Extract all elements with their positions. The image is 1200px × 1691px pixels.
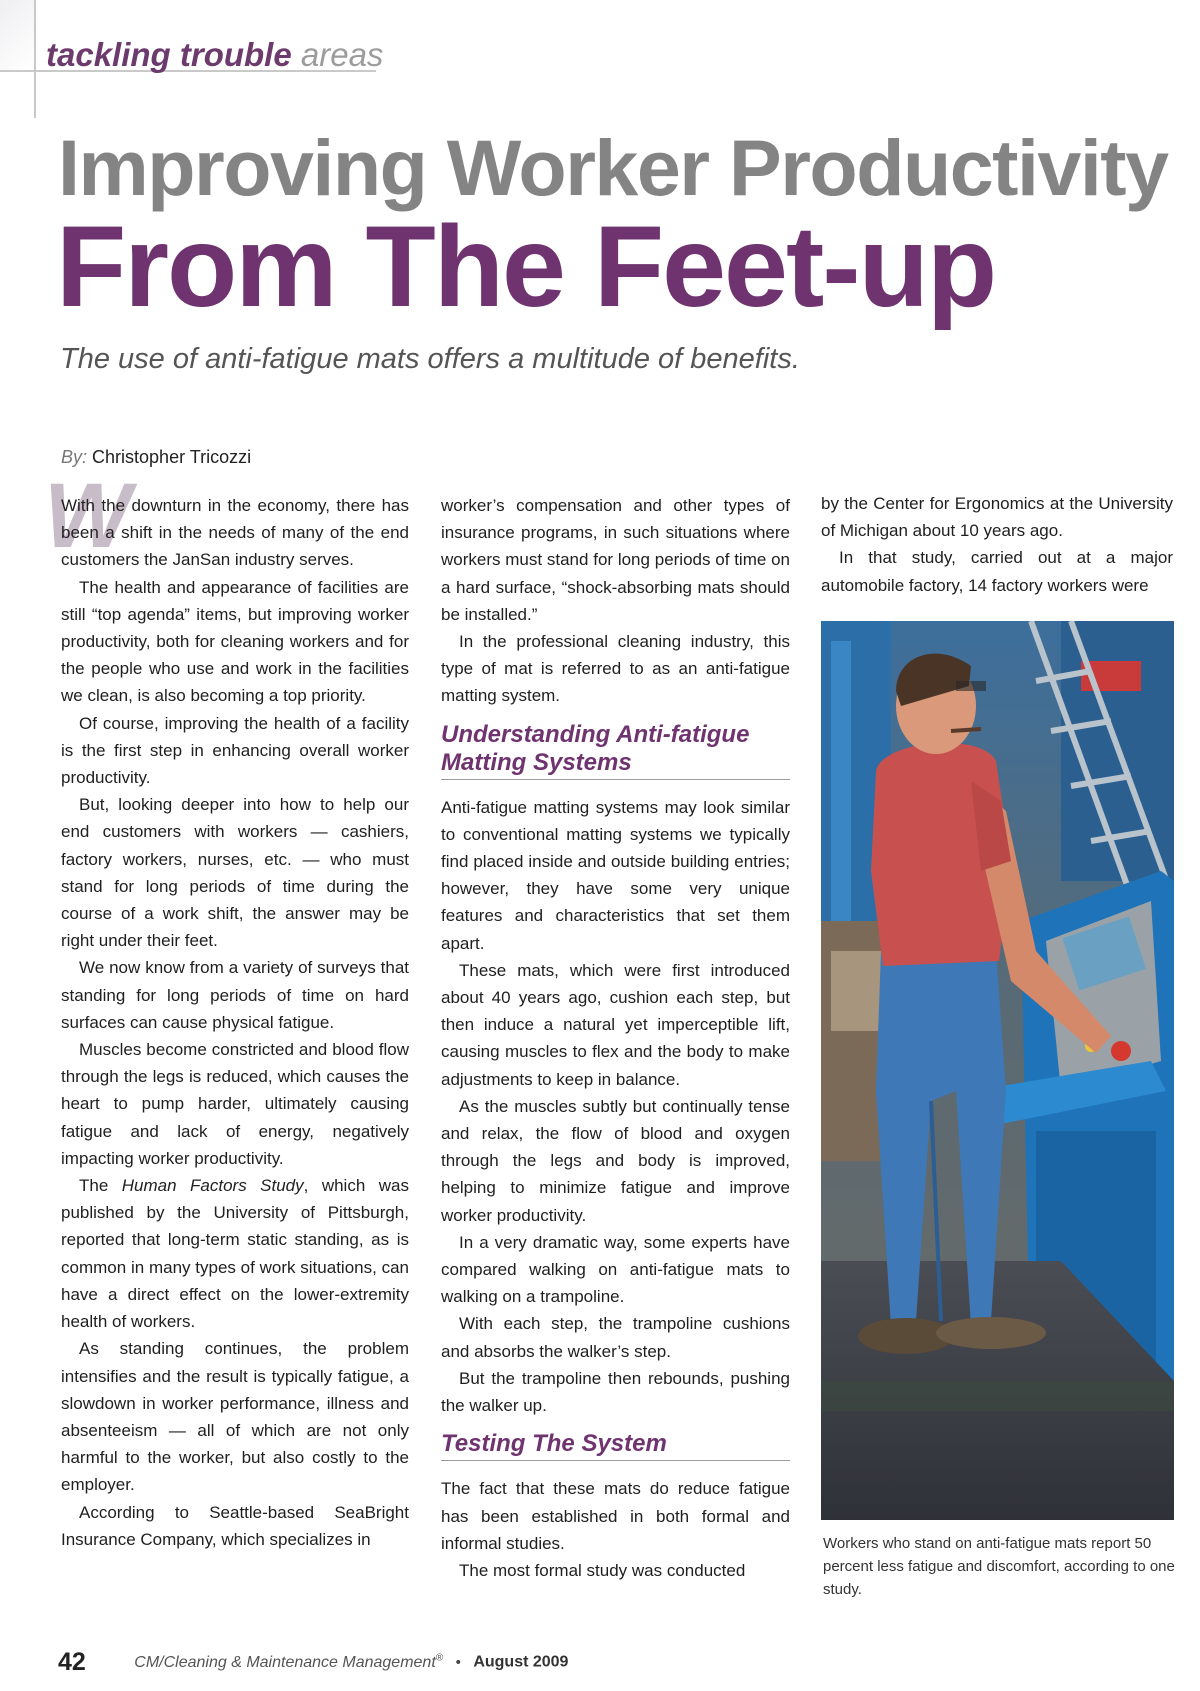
paragraph: Muscles become constricted and blood flow through the legs is reduced, which causes the heart to pump harder, ultimately causing fatigue and lack of energy, negatively impacting worker productivity. — [61, 1040, 409, 1168]
headline-line-1: Improving Worker Productivity — [58, 123, 1168, 212]
drop-cap: W — [44, 465, 131, 567]
headline-line-2: From The Feet-up — [56, 203, 996, 331]
paragraph: As standing continues, the problem intensifies and the result is typically fatigue, a slowdown in worker performance, illness and absenteeism — all of which are not only harmful to the worker, but also costly to the employer. — [61, 1339, 409, 1495]
paragraph: The health and appearance of facilities are still “top agenda” items, but improving worker productivity, both for cleaning workers and for the people who use and work in the facilities we clean, is also becoming a top priority. — [61, 577, 409, 706]
paragraph: With each step, the trampoline cushions and absorbs the walker’s step. — [441, 1314, 790, 1361]
paragraph: With the downturn in the economy, there has been a shift in the needs of many of the end customers the JanSan industry serves. — [61, 496, 409, 570]
paragraph: Of course, improving the health of a facility is the first step in enhancing overall worker productivity. — [61, 713, 409, 788]
article-column-1 — [61, 492, 409, 1553]
paragraph: In the professional cleaning industry, this type of mat is referred to as an anti-fatigue matting system. — [441, 632, 790, 706]
article-column-2 — [441, 492, 790, 1584]
text-run: , which was published by the University of Pittsburgh, reported that long-term static standing, as is common in many types of work situations, can have a direct effect on the lower-extremity health of workers. — [61, 1176, 409, 1332]
section-tag-primary: tackling trouble — [46, 36, 292, 73]
text-run: The — [79, 1176, 122, 1196]
page-footer — [58, 1648, 568, 1677]
footer-separator: • — [455, 1654, 461, 1671]
page-number: 42 — [58, 1648, 86, 1676]
registered-mark: ® — [435, 1652, 444, 1664]
paragraph: In a very dramatic way, some experts have compared walking on anti-fatigue mats to walking on a trampoline. — [441, 1232, 790, 1307]
paragraph: As the muscles subtly but continually tense and relax, the flow of blood and oxygen through the legs and body is improved, helping to minimize fatigue and improve worker productivity. — [441, 1096, 790, 1225]
paragraph: worker’s compensation and other types of insurance programs, in such situations where workers must stand for long periods of time on a hard surface, “shock-absorbing mats should be installed.” — [441, 496, 790, 624]
paragraph: The most formal study was conducted — [459, 1560, 746, 1580]
paragraph: The fact that these mats do reduce fatigue has been established in both formal and informal studies. — [441, 1479, 790, 1553]
section-tag-secondary: areas — [300, 36, 384, 73]
subhead-testing: Testing The System — [441, 1430, 790, 1461]
byline-author: Christopher Tricozzi — [92, 447, 252, 467]
publication-title: CM/Cleaning & Maintenance Management — [134, 1654, 436, 1672]
paragraph: In that study, carried out at a major automobile factory, 14 factory workers were — [821, 548, 1173, 595]
paragraph: According to Seattle-based SeaBright Insurance Company, which specializes in — [61, 1502, 409, 1549]
paragraph: But the trampoline then rebounds, pushing the walker up. — [441, 1368, 790, 1416]
paragraph: Anti-fatigue matting systems may look similar to conventional matting systems we typically find placed inside and outside building entries; however, they have some very unique features and characteristics that set them apart. — [441, 797, 790, 953]
section-tag — [46, 36, 383, 74]
paragraph: We now know from a variety of surveys that standing for long periods of time on hard surfaces can cause physical fatigue. — [61, 958, 409, 1032]
publication-name — [134, 1654, 443, 1671]
paragraph: These mats, which were first introduced about 40 years ago, cushion each step, but then induce a natural yet imperceptible lift, causing muscles to flex and the body to make adjustments to keep in balance. — [441, 960, 790, 1089]
paragraph: by the Center for Ergonomics at the University of Michigan about 10 years ago. — [821, 494, 1173, 541]
photo-caption: Workers who stand on anti-fatigue mats report 50 percent less fatigue and discomfort, according to one study. — [823, 1535, 1175, 1598]
byline-label: By: — [61, 447, 88, 467]
issue-date: August 2009 — [473, 1653, 569, 1671]
subhead-understanding: Understanding Anti-fatigue Matting Systems — [441, 721, 790, 780]
factory-worker-photo — [821, 621, 1174, 1520]
deck-subtitle: The use of anti-fatigue mats offers a multitude of benefits. — [60, 343, 800, 375]
study-title: Human Factors Study — [121, 1176, 304, 1196]
paragraph-human-factors — [61, 1172, 409, 1335]
corner-decoration — [0, 0, 34, 70]
corner-rule-vertical — [34, 0, 36, 118]
article-column-3 — [821, 490, 1173, 599]
paragraph: But, looking deeper into how to help our end customers with workers — cashiers, factory workers, nurses, etc. — who must stand for long periods of time during the course of a work shift, the answer may be right under their feet. — [61, 795, 409, 951]
